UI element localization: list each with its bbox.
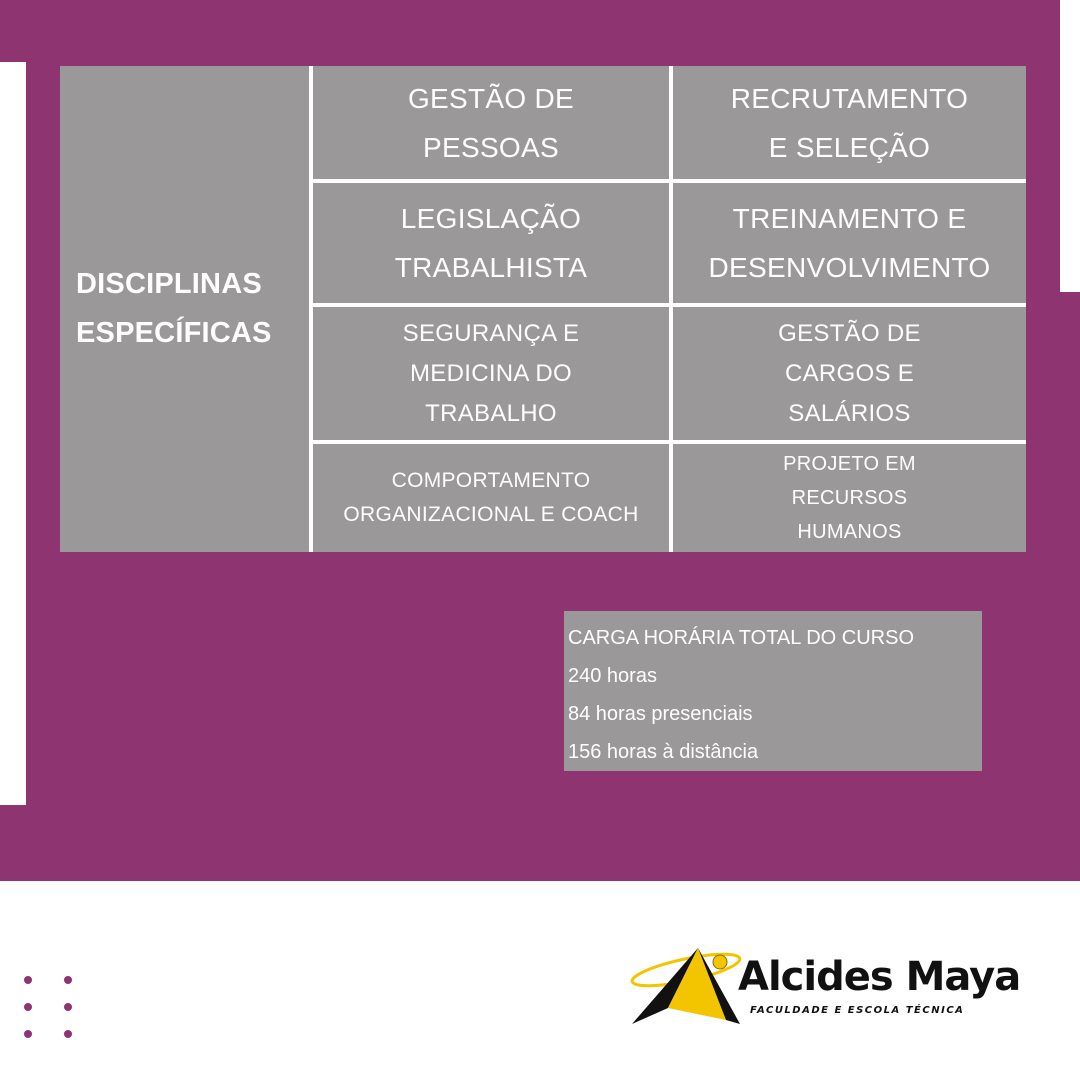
discipline-name: RECRUTAMENTO E SELEÇÃO [730,82,969,163]
dot-icon [24,1030,32,1038]
dot-icon [24,1003,32,1011]
discipline-cell [313,444,669,552]
decorative-dots [22,974,76,1042]
dot-icon [64,1003,72,1011]
discipline-cell [673,183,1026,303]
discipline-name: LEGISLAÇÃO TRABALHISTA [394,203,588,283]
alcides-maya-logo [628,940,1021,1030]
discipline-name: GESTÃO DE PESSOAS [407,82,575,163]
discipline-name: SEGURANÇA E MEDICINA DO TRABALHO [402,319,580,427]
decorative-strip-left [0,62,26,805]
discipline-name: PROJETO EM RECURSOS HUMANOS [783,453,916,543]
discipline-name: GESTÃO DE CARGOS E SALÁRIOS [778,319,921,427]
hours-title: CARGA HORÁRIA TOTAL DO CURSO [568,627,914,649]
discipline-cell [673,444,1026,552]
section-label-cell [60,66,309,552]
hours-total: 240 horas [568,665,657,687]
decorative-strip-right [1060,0,1080,292]
discipline-name: TREINAMENTO E DESENVOLVIMENTO [708,203,991,283]
discipline-name: COMPORTAMENTO ORGANIZACIONAL E COACH [343,469,639,526]
hours-presential: 84 horas presenciais [568,703,753,725]
logo-subtitle: FACULDADE E ESCOLA TÉCNICA [750,1005,965,1016]
discipline-cell [313,183,669,303]
disciplines-table [60,66,1026,552]
hours-distance: 156 horas à distância [568,741,759,763]
discipline-cell [673,66,1026,179]
discipline-cell [313,66,669,179]
discipline-cell [673,307,1026,440]
dot-icon [24,976,32,984]
course-hours-box [564,611,982,771]
logo-name: Alcides Maya [738,954,1021,1000]
dot-icon [64,1030,72,1038]
triangle-orbit-logo-icon [628,940,748,1030]
section-label: DISCIPLINAS ESPECÍFICAS [76,268,272,349]
discipline-cell [313,307,669,440]
dot-icon [64,976,72,984]
